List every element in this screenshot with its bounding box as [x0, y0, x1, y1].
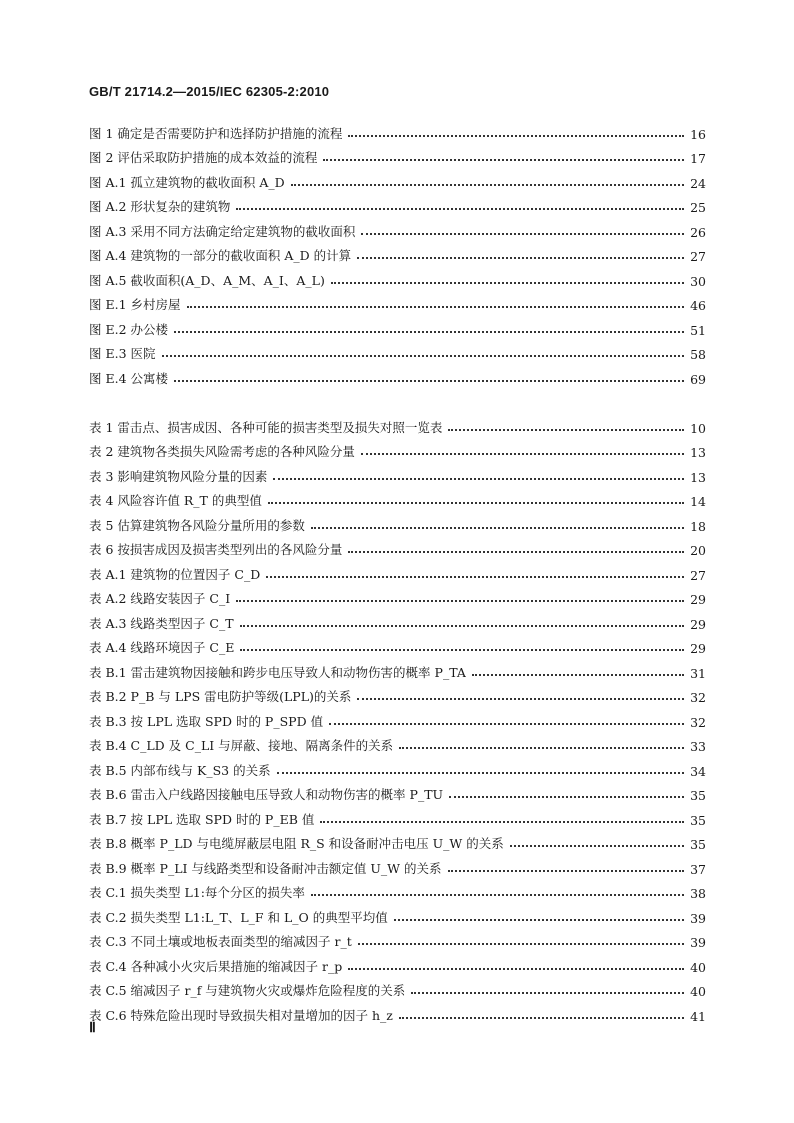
figure-entry[interactable]	[89, 338, 706, 363]
dot-leader	[448, 429, 684, 431]
figure-entry[interactable]	[89, 313, 706, 338]
dot-leader	[268, 502, 684, 504]
dot-leader	[240, 649, 684, 651]
toc-entry-title: 图 1 确定是否需要防护和选择防护措施的流程	[89, 125, 343, 141]
dot-leader	[449, 796, 684, 798]
toc-entry-page: 37	[690, 861, 706, 877]
toc-entry-title: 表 A.4 线路环境因子 C_E	[89, 640, 235, 655]
dot-leader	[358, 943, 684, 945]
toc-entry-title: 表 A.3 线路类型因子 C_T	[89, 615, 234, 631]
toc-entry-title: 图 E.2 办公楼	[89, 321, 168, 337]
table-entry[interactable]	[89, 754, 706, 779]
toc-entry-title: 表 C.1 损失类型 L1:每个分区的损失率	[89, 885, 305, 900]
toc-entry-page: 29	[690, 592, 706, 607]
dot-leader	[236, 208, 684, 210]
dot-leader	[348, 551, 684, 553]
toc-entry-page: 40	[690, 959, 706, 975]
table-entry[interactable]	[89, 411, 706, 436]
toc-entry-title: 表 A.2 线路安装因子 C_I	[89, 591, 231, 606]
standard-number-header: GB/T 21714.2—2015/IEC 62305-2:2010	[89, 84, 330, 99]
dot-leader	[266, 576, 684, 578]
toc-entry-page: 38	[690, 886, 706, 901]
toc-entry-title: 表 B.7 按 LPL 选取 SPD 时的 P_EB 值	[89, 811, 315, 827]
table-entry[interactable]	[89, 877, 706, 902]
toc-entry-page: 46	[690, 298, 706, 313]
toc-entry-page: 18	[690, 518, 706, 534]
table-entry[interactable]	[89, 558, 706, 583]
figure-entry[interactable]	[89, 264, 706, 289]
dot-leader	[174, 331, 684, 333]
toc-entry-page: 41	[690, 1008, 706, 1024]
dot-leader	[291, 184, 684, 186]
toc-entry-page: 24	[690, 175, 706, 191]
toc-entry-page: 32	[690, 690, 706, 705]
toc-entry-title: 表 A.1 建筑物的位置因子 C_D	[89, 566, 261, 582]
dot-leader	[361, 453, 684, 455]
toc-entry-title: 表 4 风险容许值 R_T 的典型值	[89, 493, 262, 508]
dot-leader	[320, 821, 684, 823]
toc-entry-page: 31	[690, 665, 706, 681]
toc-entry-page: 51	[690, 322, 706, 338]
toc-entry-title: 图 E.4 公寓楼	[89, 370, 168, 386]
table-entry[interactable]	[89, 803, 706, 828]
figure-entry[interactable]	[89, 240, 706, 265]
table-entry[interactable]	[89, 975, 706, 1000]
figure-entry[interactable]	[89, 362, 706, 387]
toc-entry-page: 20	[690, 543, 706, 558]
toc-entry-title: 图 A.4 建筑物的一部分的截收面积 A_D 的计算	[89, 248, 352, 263]
toc-entry-title: 图 2 评估采取防护措施的成本效益的流程	[89, 150, 318, 165]
dot-leader	[510, 845, 684, 847]
toc-entry-title: 表 B.4 C_LD 及 C_LI 与屏蔽、接地、隔离条件的关系	[89, 738, 394, 753]
toc-entry-title: 图 A.1 孤立建筑物的截收面积 A_D	[89, 174, 285, 190]
table-entry[interactable]	[89, 534, 706, 559]
dot-leader	[329, 723, 684, 725]
toc-entry-page: 33	[690, 739, 706, 754]
dot-leader	[399, 747, 684, 749]
toc-entry-page: 35	[690, 788, 706, 803]
dot-leader	[357, 257, 684, 259]
dot-leader	[236, 600, 684, 602]
dot-leader	[331, 282, 684, 284]
toc-entry-page: 32	[690, 714, 706, 730]
toc-entry-title: 表 B.6 雷击入户线路因接触电压导致人和动物伤害的概率 P_TU	[89, 787, 444, 802]
table-entry[interactable]	[89, 852, 706, 877]
toc-entry-title: 表 1 雷击点、损害成因、各种可能的损害类型及损失对照一览表	[89, 419, 443, 435]
toc-entry-title: 图 E.3 医院	[89, 346, 156, 361]
toc-entry-page: 17	[690, 151, 706, 166]
table-entry[interactable]	[89, 632, 706, 657]
table-entry[interactable]	[89, 950, 706, 975]
toc-entry-title: 表 C.6 特殊危险出现时导致损失相对量增加的因子 h_z	[89, 1007, 393, 1023]
figure-entry[interactable]	[89, 142, 706, 167]
table-entry[interactable]	[89, 509, 706, 534]
toc-entry-title: 表 C.5 缩减因子 r_f 与建筑物火灾或爆炸危险程度的关系	[89, 983, 406, 998]
toc-entry-title: 图 A.2 形状复杂的建筑物	[89, 199, 231, 214]
table-entry[interactable]	[89, 705, 706, 730]
toc-entry-page: 25	[690, 200, 706, 215]
toc-entry-page: 35	[690, 837, 706, 852]
table-entry[interactable]	[89, 901, 706, 926]
toc-entry-page: 29	[690, 616, 706, 632]
toc-entry-title: 表 2 建筑物各类损失风险需考虑的各种风险分量	[89, 444, 355, 459]
toc-entry-page: 69	[690, 371, 706, 387]
page-number: Ⅱ	[89, 1021, 96, 1036]
toc-entry-page: 30	[690, 273, 706, 289]
toc-entry-title: 表 5 估算建筑物各风险分量所用的参数	[89, 517, 305, 533]
toc-entry-title: 表 B.9 概率 P_LI 与线路类型和设备耐冲击额定值 U_W 的关系	[89, 860, 442, 876]
toc-entry-title: 表 B.5 内部布线与 K_S3 的关系	[89, 762, 271, 778]
toc-entry-title: 图 E.1 乡村房屋	[89, 297, 181, 312]
toc-entry-page: 10	[690, 420, 706, 436]
figure-entry[interactable]	[89, 289, 706, 314]
toc-entry-page: 29	[690, 641, 706, 656]
table-entry[interactable]	[89, 999, 706, 1024]
table-entry[interactable]	[89, 607, 706, 632]
table-entry[interactable]	[89, 656, 706, 681]
table-entry[interactable]	[89, 779, 706, 804]
table-entry[interactable]	[89, 485, 706, 510]
dot-leader	[323, 159, 684, 161]
dot-leader	[399, 1017, 684, 1019]
toc-entry-page: 34	[690, 763, 706, 779]
dot-leader	[187, 306, 685, 308]
tables-list	[89, 411, 706, 1024]
toc-entry-title: 表 6 按损害成因及损害类型列出的各风险分量	[89, 542, 343, 557]
figure-entry[interactable]	[89, 166, 706, 191]
figure-entry[interactable]	[89, 191, 706, 216]
toc-entry-page: 35	[690, 812, 706, 828]
toc-entry-page: 58	[690, 347, 706, 362]
toc-entry-page: 16	[690, 126, 706, 142]
table-entry[interactable]	[89, 460, 706, 485]
toc-entry-title: 表 B.1 雷击建筑物因接触和跨步电压导致人和动物伤害的概率 P_TA	[89, 664, 466, 680]
table-entry[interactable]	[89, 436, 706, 461]
dot-leader	[240, 625, 685, 627]
dot-leader	[357, 698, 684, 700]
table-entry[interactable]	[89, 828, 706, 853]
toc-entry-title: 表 B.3 按 LPL 选取 SPD 时的 P_SPD 值	[89, 713, 324, 729]
toc-entry-title: 表 C.4 各种减小火灾后果措施的缩减因子 r_p	[89, 958, 343, 974]
toc-entry-title: 表 C.3 不同土壤或地板表面类型的缩减因子 r_t	[89, 934, 352, 949]
toc-entry-page: 27	[690, 567, 706, 583]
toc-entry-title: 表 B.8 概率 P_LD 与电缆屏蔽层电阻 R_S 和设备耐冲击电压 U_W 的关系	[89, 836, 504, 851]
table-entry[interactable]	[89, 583, 706, 608]
table-entry[interactable]	[89, 730, 706, 755]
dot-leader	[472, 674, 684, 676]
toc-entry-page: 26	[690, 224, 706, 240]
toc-entry-page: 14	[690, 494, 706, 509]
toc-entry-title: 表 3 影响建筑物风险分量的因素	[89, 468, 268, 484]
figure-entry[interactable]	[89, 215, 706, 240]
dot-leader	[277, 772, 684, 774]
toc-entry-title: 图 A.3 采用不同方法确定给定建筑物的截收面积	[89, 223, 356, 239]
table-entry[interactable]	[89, 681, 706, 706]
toc-entry-title: 表 C.2 损失类型 L1:L_T、L_F 和 L_O 的典型平均值	[89, 909, 388, 925]
toc-entry-page: 13	[690, 469, 706, 485]
dot-leader	[361, 233, 684, 235]
dot-leader	[348, 968, 684, 970]
toc-entry-page: 39	[690, 910, 706, 926]
dot-leader	[311, 894, 684, 896]
toc-entry-page: 39	[690, 935, 706, 950]
table-entry[interactable]	[89, 926, 706, 951]
figures-list	[89, 117, 706, 387]
dot-leader	[174, 380, 684, 382]
toc-entry-title: 图 A.5 截收面积(A_D、A_M、A_I、A_L)	[89, 272, 325, 288]
toc-entry-page: 13	[690, 445, 706, 460]
figure-entry[interactable]	[89, 117, 706, 142]
dot-leader	[448, 870, 685, 872]
dot-leader	[348, 135, 684, 137]
toc-entry-page: 40	[690, 984, 706, 999]
dot-leader	[394, 919, 684, 921]
toc-entry-page: 27	[690, 249, 706, 264]
toc-entry-title: 表 B.2 P_B 与 LPS 雷电防护等级(LPL)的关系	[89, 689, 352, 704]
dot-leader	[411, 992, 684, 994]
dot-leader	[311, 527, 684, 529]
dot-leader	[162, 355, 685, 357]
dot-leader	[273, 478, 684, 480]
